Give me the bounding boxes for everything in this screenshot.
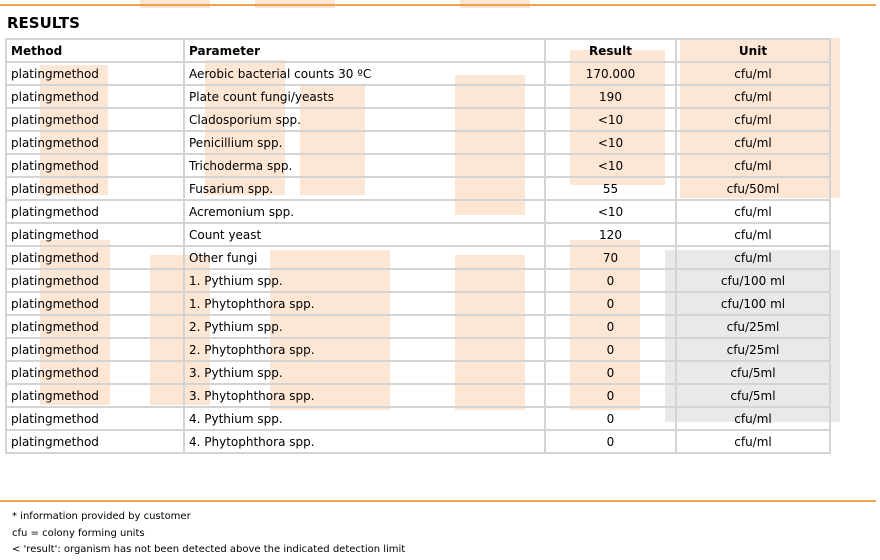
table-row — [6, 292, 830, 315]
cell-parameter: Trichoderma spp. — [184, 154, 545, 177]
cell-result: <10 — [545, 154, 676, 177]
cell-parameter: 1. Phytophthora spp. — [184, 292, 545, 315]
cell-method: platingmethod — [6, 246, 184, 269]
cell-unit: cfu/ml — [676, 131, 830, 154]
cell-unit: cfu/ml — [676, 200, 830, 223]
table-row — [6, 154, 830, 177]
cell-result: <10 — [545, 200, 676, 223]
footnote-detection-limit: < 'result': organism has not been detected above the indicated detection limit — [12, 544, 406, 555]
cell-result: 0 — [545, 292, 676, 315]
table-row — [6, 131, 830, 154]
cell-method: platingmethod — [6, 177, 184, 200]
cell-parameter: 3. Phytophthora spp. — [184, 384, 545, 407]
table-row — [6, 384, 830, 407]
cell-parameter: 1. Pythium spp. — [184, 269, 545, 292]
cell-parameter: 3. Pythium spp. — [184, 361, 545, 384]
cell-method: platingmethod — [6, 108, 184, 131]
column-header-result: Result — [545, 39, 676, 62]
cell-result: 0 — [545, 269, 676, 292]
cell-unit: cfu/ml — [676, 407, 830, 430]
cell-unit: cfu/25ml — [676, 338, 830, 361]
cell-result: 0 — [545, 338, 676, 361]
table-row — [6, 108, 830, 131]
cell-parameter: Fusarium spp. — [184, 177, 545, 200]
cell-method: platingmethod — [6, 384, 184, 407]
table-row — [6, 407, 830, 430]
table-row — [6, 200, 830, 223]
cell-result: 0 — [545, 361, 676, 384]
cell-method: platingmethod — [6, 269, 184, 292]
table-row — [6, 177, 830, 200]
cell-result: <10 — [545, 108, 676, 131]
cell-unit: cfu/100 ml — [676, 292, 830, 315]
cell-result: 0 — [545, 430, 676, 453]
cell-result: 120 — [545, 223, 676, 246]
cell-parameter: Count yeast — [184, 223, 545, 246]
cell-unit: cfu/ml — [676, 62, 830, 85]
cell-method: platingmethod — [6, 430, 184, 453]
table-row — [6, 430, 830, 453]
cell-unit: cfu/ml — [676, 108, 830, 131]
cell-method: platingmethod — [6, 200, 184, 223]
cell-unit: cfu/ml — [676, 85, 830, 108]
cell-unit: cfu/ml — [676, 154, 830, 177]
cell-parameter: 2. Pythium spp. — [184, 315, 545, 338]
cell-parameter: Aerobic bacterial counts 30 ºC — [184, 62, 545, 85]
cell-parameter: Cladosporium spp. — [184, 108, 545, 131]
cell-result: 0 — [545, 384, 676, 407]
cell-unit: cfu/100 ml — [676, 269, 830, 292]
table-row — [6, 338, 830, 361]
column-header-parameter: Parameter — [184, 39, 545, 62]
cell-parameter: 2. Phytophthora spp. — [184, 338, 545, 361]
cell-method: platingmethod — [6, 223, 184, 246]
cell-unit: cfu/ml — [676, 430, 830, 453]
cell-method: platingmethod — [6, 154, 184, 177]
cell-method: platingmethod — [6, 292, 184, 315]
column-header-method: Method — [6, 39, 184, 62]
cell-result: 0 — [545, 315, 676, 338]
cell-result: 0 — [545, 407, 676, 430]
table-row — [6, 269, 830, 292]
footnote-cfu: cfu = colony forming units — [12, 527, 145, 539]
table-row — [6, 361, 830, 384]
cell-method: platingmethod — [6, 315, 184, 338]
cell-unit: cfu/ml — [676, 223, 830, 246]
results-table — [5, 38, 831, 454]
table-row — [6, 223, 830, 246]
top-divider — [0, 4, 876, 6]
cell-parameter: Penicillium spp. — [184, 131, 545, 154]
table-row — [6, 246, 830, 269]
cell-parameter: Other fungi — [184, 246, 545, 269]
table-header-row — [6, 39, 830, 62]
cell-result: <10 — [545, 131, 676, 154]
cell-parameter: Plate count fungi/yeasts — [184, 85, 545, 108]
cell-parameter: 4. Phytophthora spp. — [184, 430, 545, 453]
cell-method: platingmethod — [6, 131, 184, 154]
table-row — [6, 85, 830, 108]
cell-method: platingmethod — [6, 361, 184, 384]
cell-unit: cfu/ml — [676, 246, 830, 269]
table-row — [6, 62, 830, 85]
cell-parameter: 4. Pythium spp. — [184, 407, 545, 430]
bottom-divider — [0, 500, 876, 502]
footnote-customer: * information provided by customer — [12, 511, 191, 522]
cell-method: platingmethod — [6, 85, 184, 108]
section-title: RESULTS — [7, 14, 80, 32]
cell-method: platingmethod — [6, 62, 184, 85]
cell-unit: cfu/5ml — [676, 361, 830, 384]
cell-result: 190 — [545, 85, 676, 108]
cell-unit: cfu/5ml — [676, 384, 830, 407]
cell-method: platingmethod — [6, 407, 184, 430]
cell-parameter: Acremonium spp. — [184, 200, 545, 223]
cell-result: 70 — [545, 246, 676, 269]
cell-result: 170.000 — [545, 62, 676, 85]
cell-method: platingmethod — [6, 338, 184, 361]
column-header-unit: Unit — [676, 39, 830, 62]
cell-unit: cfu/50ml — [676, 177, 830, 200]
footnotes — [12, 509, 405, 559]
cell-unit: cfu/25ml — [676, 315, 830, 338]
cell-result: 55 — [545, 177, 676, 200]
table-row — [6, 315, 830, 338]
